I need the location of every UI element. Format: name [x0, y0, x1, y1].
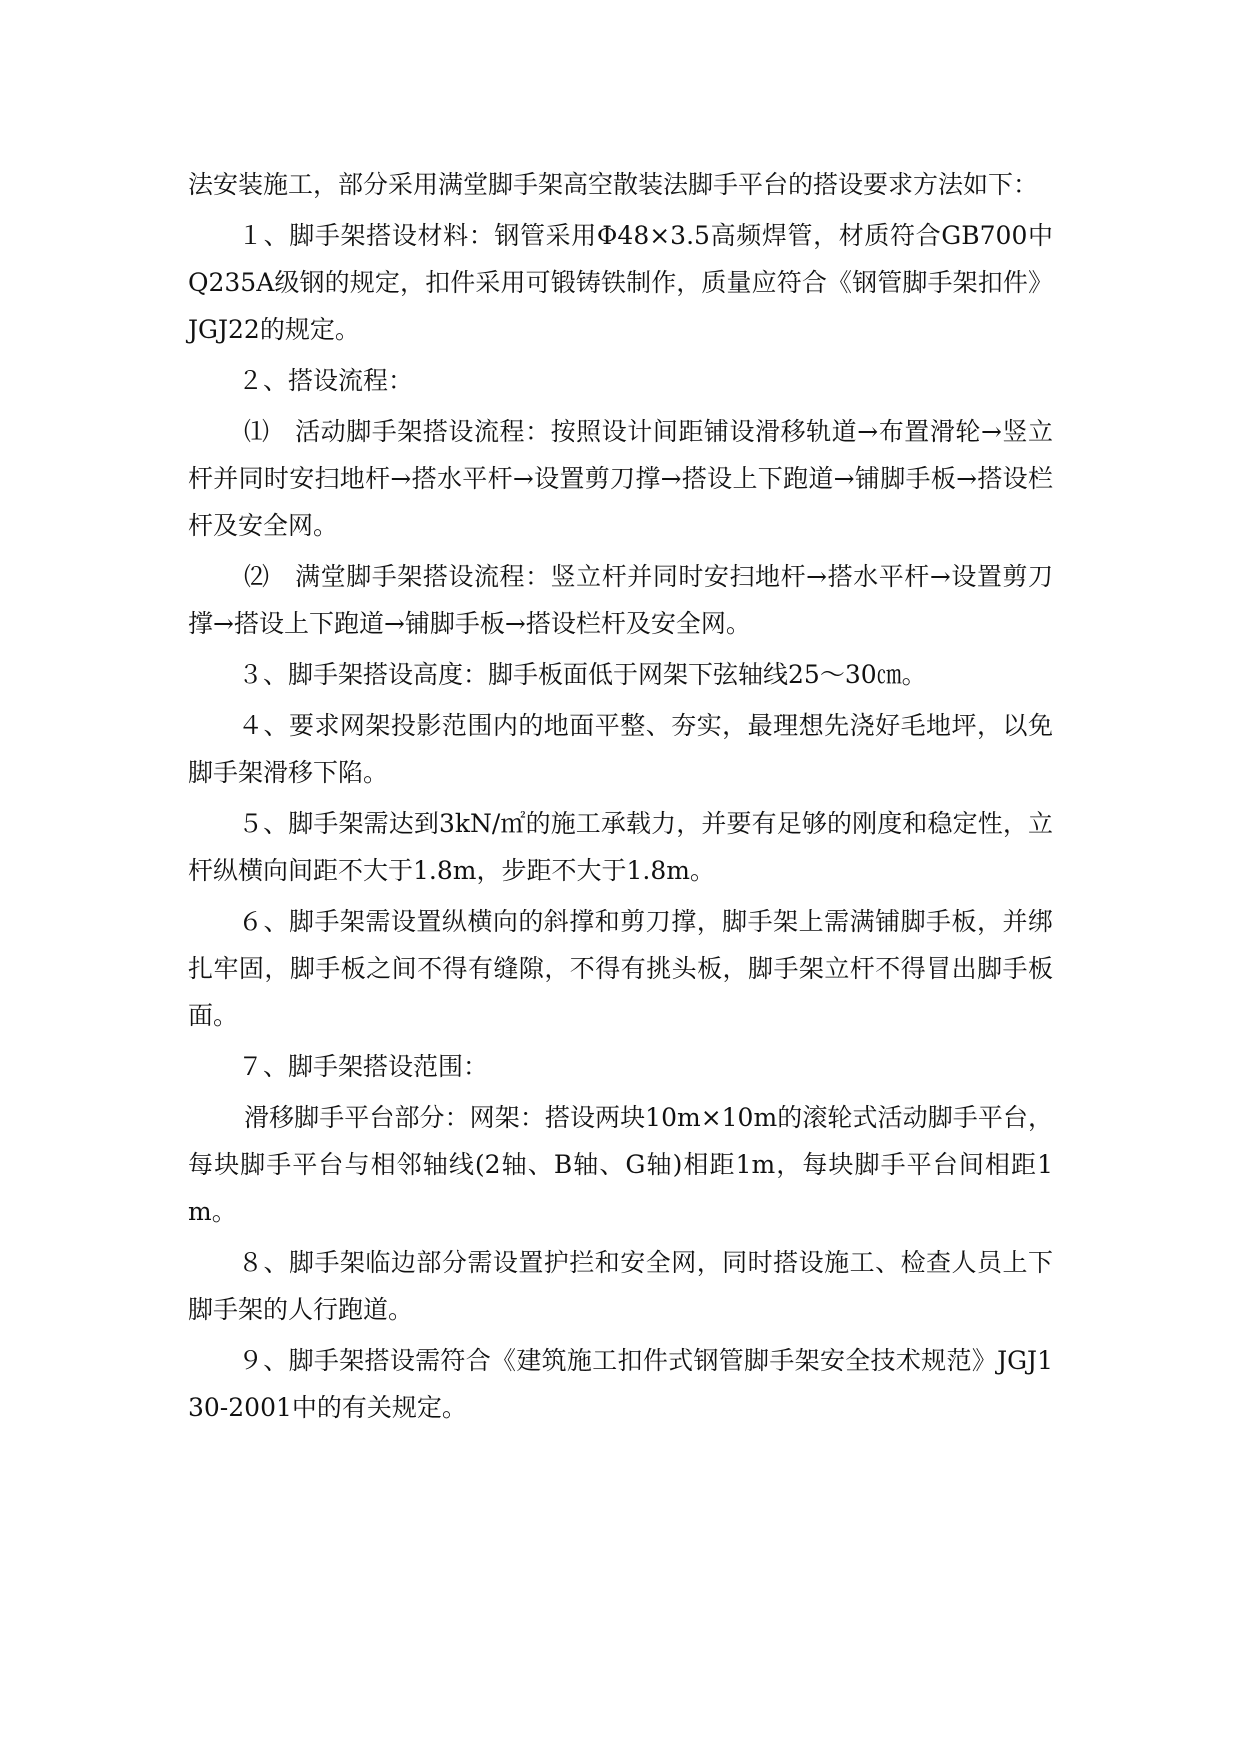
paragraph-subitem-1: ⑴ 活动脚手架搭设流程：按照设计间距铺设滑移轨道→布置滑轮→竖立杆并同时安扫地杆→搭水平杆→设置剪刀撑→搭设上下跑道→铺脚手板→搭设栏杆及安全网。 — [188, 417, 1053, 540]
paragraph-item-2: ２、搭设流程： — [238, 366, 414, 395]
paragraph-item-6: ６、脚手架需设置纵横向的斜撑和剪刀撑，脚手架上需满铺脚手板，并绑扎牢固，脚手板之间不得有缝隙，不得有挑头板，脚手架立杆不得冒出脚手板面。 — [188, 907, 1053, 1030]
body-text — [188, 161, 1053, 1435]
paragraph-item-1: １、脚手架搭设材料：钢管采用Φ48×3.5高频焊管，材质符合GB700中Q235A级钢的规定，扣件采用可锻铸铁制作，质量应符合《钢管脚手架扣件》JGJ22的规定。 — [188, 221, 1053, 344]
paragraph-item-7: ７、脚手架搭设范围： — [238, 1052, 489, 1081]
paragraph-intro: 法安装施工，部分采用满堂脚手架高空散装法脚手平台的搭设要求方法如下： — [188, 170, 1039, 199]
paragraph-item-3: ３、脚手架搭设高度：脚手板面低于网架下弦轴线25～30㎝。 — [238, 660, 927, 689]
paragraph-item-5: ５、脚手架需达到3kN/㎡的施工承载力，并要有足够的刚度和稳定性，立杆纵横向间距不大于1.8m，步距不大于1.8m。 — [188, 809, 1053, 885]
paragraph-item-9: ９、脚手架搭设需符合《建筑施工扣件式钢管脚手架安全技术规范》JGJ130-2001中的有关规定。 — [188, 1346, 1053, 1422]
paragraph-item-8: ８、脚手架临边部分需设置护拦和安全网，同时搭设施工、检查人员上下脚手架的人行跑道。 — [188, 1248, 1053, 1324]
paragraph-subitem-2: ⑵ 满堂脚手架搭设流程：竖立杆并同时安扫地杆→搭水平杆→设置剪刀撑→搭设上下跑道→铺脚手板→搭设栏杆及安全网。 — [188, 562, 1053, 638]
paragraph-item-7-detail: 滑移脚手平台部分：网架：搭设两块10m×10m的滚轮式活动脚手平台，每块脚手平台与相邻轴线(2轴、B轴、G轴)相距1m，每块脚手平台间相距1m。 — [188, 1103, 1053, 1226]
paragraph-item-4: ４、要求网架投影范围内的地面平整、夯实，最理想先浇好毛地坪，以免脚手架滑移下陷。 — [188, 711, 1053, 787]
